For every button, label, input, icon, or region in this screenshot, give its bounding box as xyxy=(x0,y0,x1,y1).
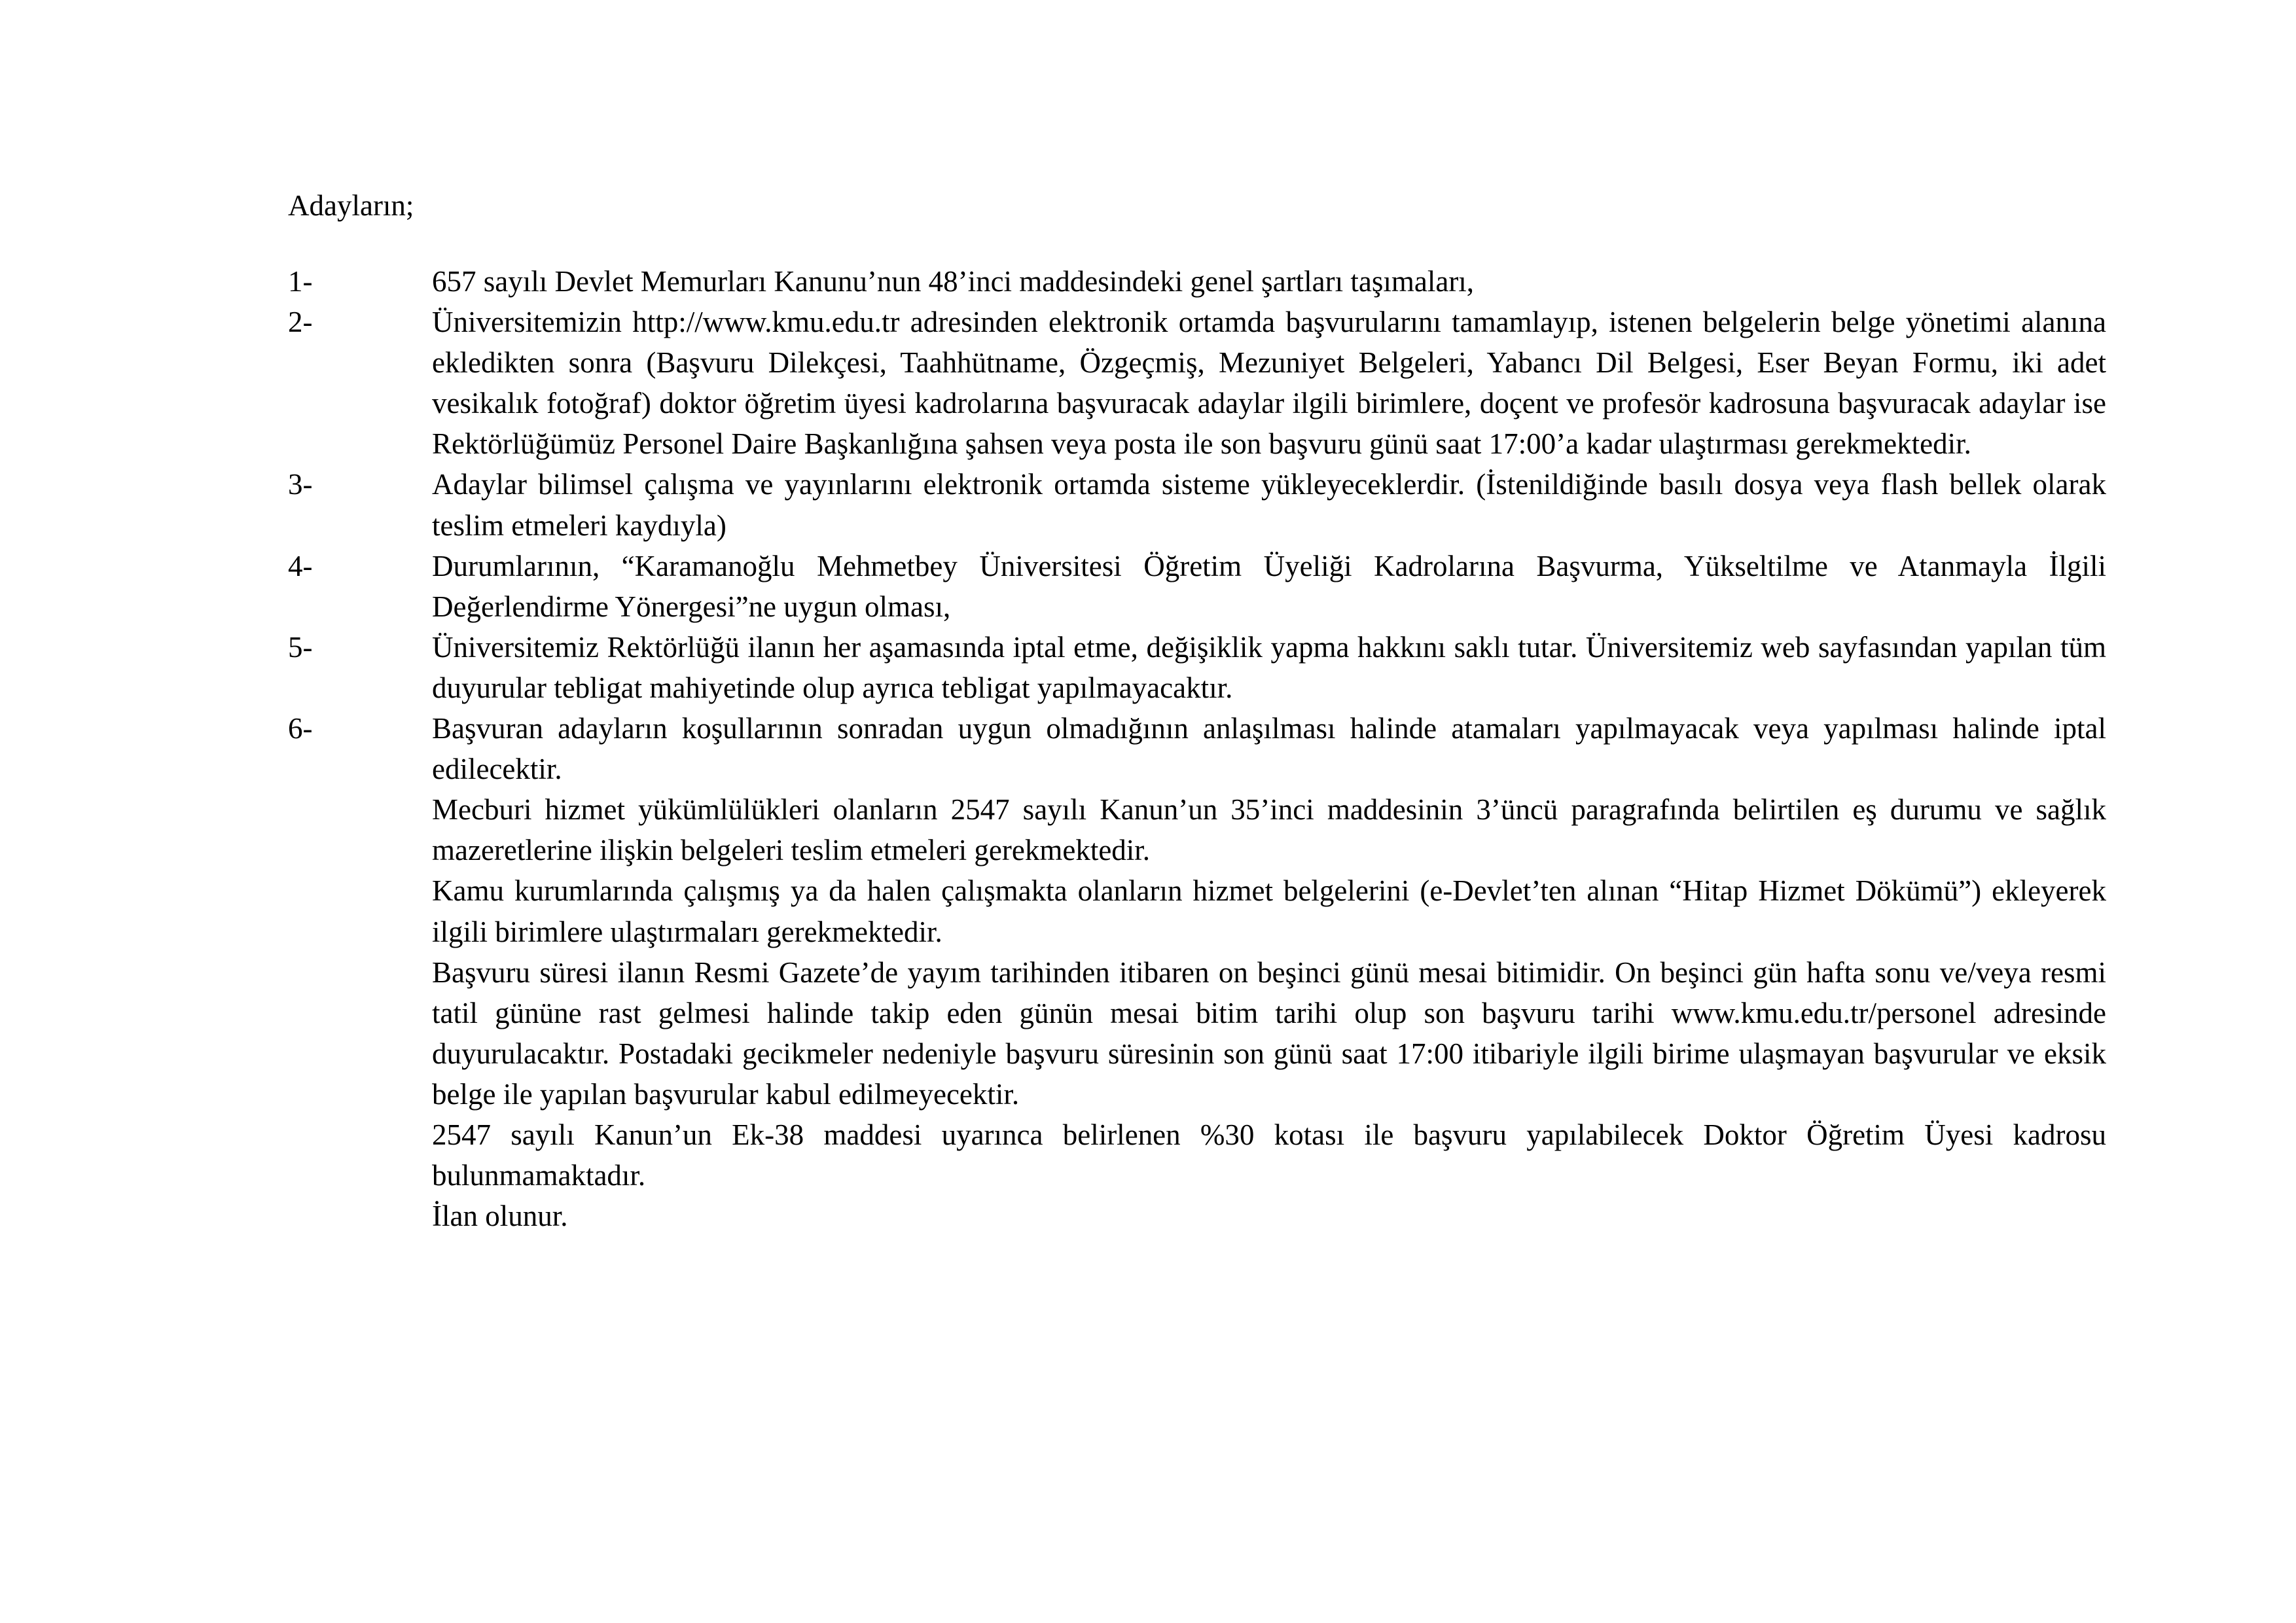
list-item-text: Durumlarının, “Karamanoğlu Mehmetbey Üniversitesi Öğretim Üyeliği Kadrolarına Başvurma, Yükseltilme ve Atanmayla İlgili Değerlendirme Yönergesi”ne uygun olması, xyxy=(432,549,2106,623)
list-item-text: Adaylar bilimsel çalışma ve yayınlarını elektronik ortamda sisteme yükleyeceklerdir. (İstenildiğinde basılı dosya veya flash bellek olarak teslim etmeleri kaydıyla) xyxy=(432,468,2106,542)
list-item-text: Başvuran adayların koşullarının sonradan uygun olmadığının anlaşılması halinde atamaları yapılmayacak veya yapılması halinde iptal edilecektir. xyxy=(432,712,2106,786)
conditions-list xyxy=(288,261,2106,789)
trailing-paragraphs xyxy=(432,789,2106,1236)
list-item-3 xyxy=(288,464,2106,545)
paragraph-kamu-kurumlari: Kamu kurumlarında çalışmış ya da halen çalışmakta olanların hizmet belgelerini (e-Devlet’ten alınan “Hitap Hizmet Dökümü”) ekleyerek ilgili birimlere ulaştırmaları gerekmektedir. xyxy=(432,874,2106,948)
list-item-text: 657 sayılı Devlet Memurları Kanunu’nun 48’inci maddesindeki genel şartları taşımaları, xyxy=(432,265,1475,298)
lead-line: Adayların; xyxy=(288,189,414,222)
lead-spacer xyxy=(288,221,2106,261)
list-item-6 xyxy=(288,708,2106,789)
list-item-marker: 5- xyxy=(288,630,313,664)
list-item-4 xyxy=(288,546,2106,627)
list-item-text: Üniversitemiz Rektörlüğü ilanın her aşamasında iptal etme, değişiklik yapma hakkını saklı tutar. Üniversitemiz web sayfasından yapılan tüm duyurular tebligat mahiyetinde olup ayrıca tebligat yapılmayacaktır. xyxy=(432,630,2106,704)
list-item-marker: 1- xyxy=(288,265,313,298)
list-item-marker: 4- xyxy=(288,549,313,582)
document-body xyxy=(288,191,2106,1236)
list-item-1 xyxy=(288,261,2106,302)
list-item-marker: 6- xyxy=(288,712,313,745)
list-item-5 xyxy=(288,627,2106,708)
list-item-marker: 3- xyxy=(288,468,313,501)
list-item-text: Üniversitemizin http://www.kmu.edu.tr adresinden elektronik ortamda başvurularını tamamlayıp, istenen belgelerin belge yönetimi alanına ekledikten sonra (Başvuru Dilekçesi, Taahhütname, Özgeçmiş, Mezuniyet Belgeleri, Yabancı Dil Belgesi, Eser Beyan Formu, iki adet vesikalık fotoğraf) doktor öğretim üyesi kadrolarına başvuracak adaylar ilgili birimlere, doçent ve profesör kadrosuna başvuracak adaylar ise Rektörlüğümüz Personel Daire Başkanlığına şahsen veya posta ile son başvuru günü saat 17:00’a kadar ulaştırması gerekmektedir. xyxy=(432,306,2106,461)
paragraph-ek-38-kotasi: 2547 sayılı Kanun’un Ek-38 maddesi uyarınca belirlenen %30 kotası ile başvuru yapılabilecek Doktor Öğretim Üyesi kadrosu bulunmamaktadır. xyxy=(432,1118,2106,1192)
paragraph-basvuru-suresi: Başvuru süresi ilanın Resmi Gazete’de yayım tarihinden itibaren on beşinci günü mesai bitimidir. On beşinci gün hafta sonu ve/veya resmi tatil gününe rast gelmesi halinde takip eden günün mesai bitim tarihi olup son başvuru tarihi www.kmu.edu.tr/personel adresinde duyurulacaktır. Postadaki gecikmeler nedeniyle başvuru süresinin son günü saat 17:00 itibariyle ilgili birime ulaşmayan başvurular ve eksik belge ile yapılan başvurular kabul edilmeyecektir. xyxy=(432,955,2106,1111)
paragraph-mecburi-hizmet: Mecburi hizmet yükümlülükleri olanların 2547 sayılı Kanun’un 35’inci maddesinin 3’üncü paragrafında belirtilen eş durumu ve sağlık mazeretlerine ilişkin belgeleri teslim etmeleri gerekmektedir. xyxy=(432,793,2106,867)
list-item-marker: 2- xyxy=(288,306,313,339)
paragraph-ilan-olunur: İlan olunur. xyxy=(432,1200,568,1233)
list-item-2 xyxy=(288,302,2106,464)
